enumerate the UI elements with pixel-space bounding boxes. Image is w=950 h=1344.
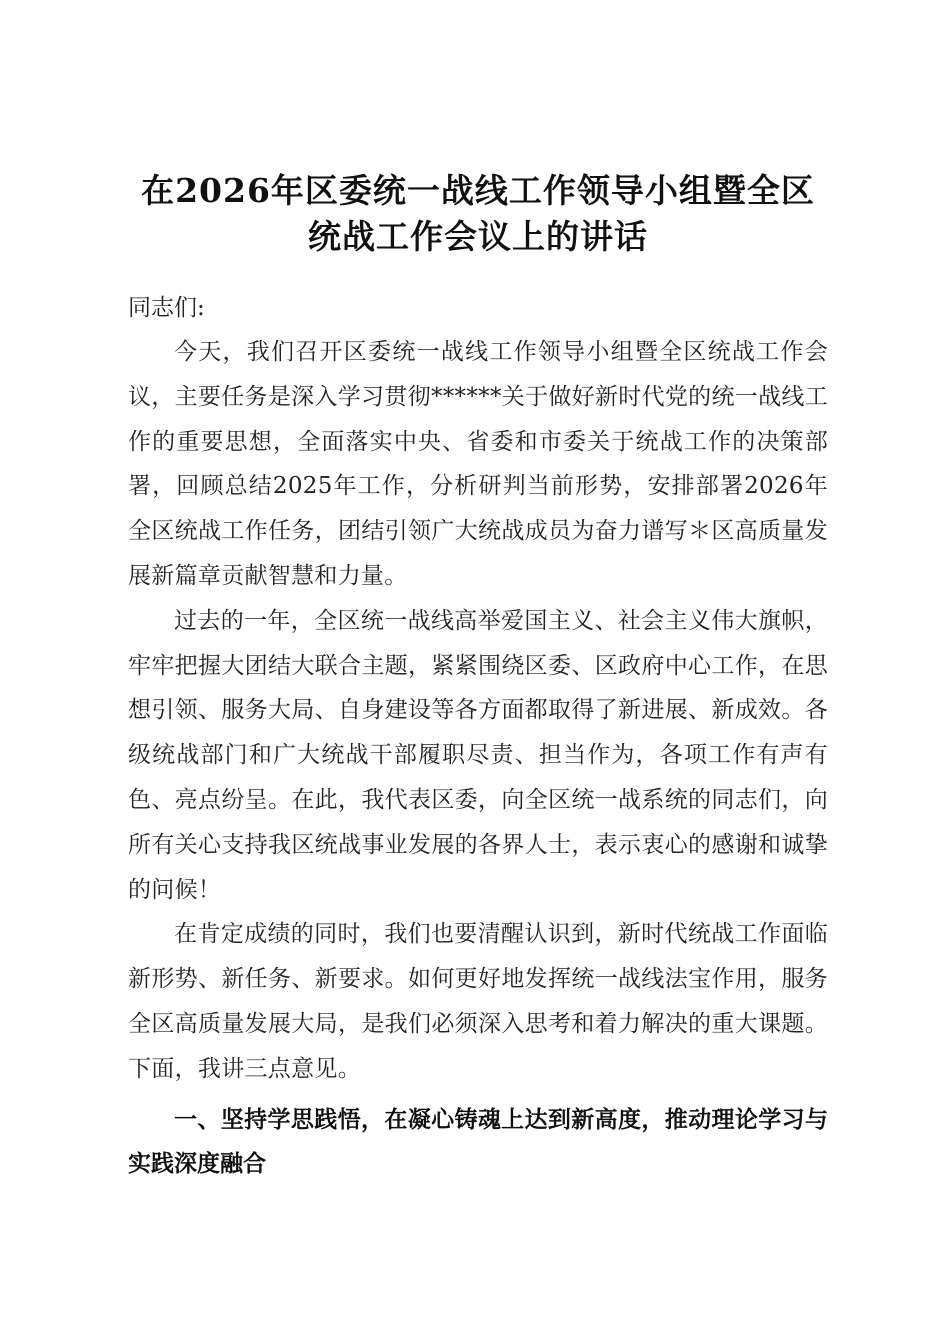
- document-page: [128, 168, 828, 1187]
- paragraph-review: 过去的一年，全区统一战线高举爱国主义、社会主义伟大旗帜，牢牢把握大团结大联合主题，紧紧围绕区委、区政府中心工作，在思想引领、服务大局、自身建设等各方面都取得了新进展、新成效。各级统战部门和广大统战干部履职尽责、担当作为，各项工作有声有色、亮点纷呈。在此，我代表区委，向全区统一战系统的同志们，向所有关心支持我区统战事业发展的各界人士，表示衷心的感谢和诚挚的问候！: [128, 607, 828, 903]
- document-title: [128, 168, 828, 260]
- title-line-2: 统战工作会议上的讲话: [308, 217, 648, 256]
- title-line-1: 在2026年区委统一战线工作领导小组暨全区: [141, 171, 815, 210]
- paragraph-opening: 今天，我们召开区委统一战线工作领导小组暨全区统战工作会议，主要任务是深入学习贯彻******关于做好新时代党的统一战线工作的重要思想，全面落实中央、省委和市委关于统战工作的决策部署，回顾总结2025年工作，分析研判当前形势，安排部署2026年全区统战工作任务，团结引领广大统战成员为奋力谱写＊区高质量发展新篇章贡献智慧和力量。: [128, 339, 828, 589]
- salutation: 同志们:: [128, 295, 205, 321]
- section-heading-1: 一、坚持学思践悟，在凝心铸魂上达到新高度，推动理论学习与实践深度融合: [128, 1105, 828, 1178]
- paragraph-challenges: 在肯定成绩的同时，我们也要清醒认识到，新时代统战工作面临新形势、新任务、新要求。如何更好地发挥统一战线法宝作用，服务全区高质量发展大局，是我们必须深入思考和着力解决的重大课题。下面，我讲三点意见。: [128, 921, 828, 1082]
